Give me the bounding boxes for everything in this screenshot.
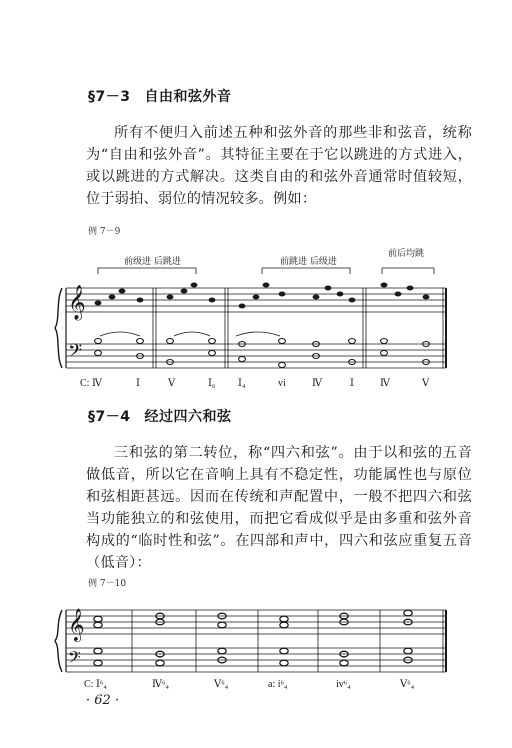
chord-label: Ⅳ⁶₄ bbox=[152, 679, 169, 690]
chord-label: vi bbox=[278, 378, 286, 389]
section-number: §7－3 bbox=[88, 89, 131, 105]
chord-label: Ⅰ bbox=[350, 378, 354, 389]
annotation-both-leaps: 前后均跳 bbox=[388, 249, 425, 259]
chord-label: Ⅰ bbox=[136, 378, 140, 389]
chord-label: iv⁶₄ bbox=[336, 679, 351, 690]
section-number: §7－4 bbox=[88, 409, 131, 425]
svg-text:𝄞: 𝄞 bbox=[68, 608, 85, 641]
chord-label: Ⅴ⁶₄ bbox=[214, 679, 229, 690]
chord-label: Ⅳ bbox=[380, 378, 390, 389]
example-label-7-10: 例 7－10 bbox=[88, 579, 127, 589]
paragraph-free-nonchord-tones: 所有不便归入前述五种和弦外音的那些非和弦音，统称为“自由和弦外音”。其特征主要在于它以跳进的方式进入，或以跳进的方式解决。这类自由的和弦外音通常时值较短，位于弱拍、弱位的情况较多。例如： bbox=[86, 125, 472, 207]
music-score-example-7-10 bbox=[0, 590, 512, 690]
chord-label: Ⅴ bbox=[422, 378, 430, 389]
chord-label: Ⅰ₆ bbox=[208, 378, 216, 389]
music-score-example-7-9 bbox=[0, 240, 512, 410]
chord-label: C: Ⅰ⁶₄ bbox=[84, 679, 107, 690]
chord-label: Ⅰ₄ bbox=[238, 378, 246, 389]
paragraph-passing-six-four: 三和弦的第二转位，称“四六和弦”。由于以和弦的五音做低音，所以它在音响上具有不稳定性，功能属性也与原位和弦相距甚远。因而在传统和声配置中，一般不把四六和弦当功能独立的和弦使用，而把它看成似乎是由多重和弦外音构成的“临时性和弦”。在四部和声中，四六和弦应重复五音（低音）： bbox=[86, 445, 472, 571]
svg-text:𝄢: 𝄢 bbox=[68, 647, 81, 671]
example-label-7-9: 例 7－9 bbox=[88, 227, 121, 237]
svg-text:𝄞: 𝄞 bbox=[68, 285, 86, 320]
section-heading-7-4 bbox=[88, 406, 231, 426]
page-number: · 62 · bbox=[86, 693, 120, 708]
chord-label: a: i⁶₄ bbox=[268, 679, 288, 690]
chord-label: C: Ⅳ bbox=[80, 378, 102, 389]
section-title: 经过四六和弦 bbox=[144, 409, 232, 425]
chord-label: Ⅴ⁶₄ bbox=[400, 679, 415, 690]
section-heading-7-3 bbox=[88, 86, 231, 106]
section-title: 自由和弦外音 bbox=[144, 89, 232, 105]
chord-label: Ⅳ bbox=[312, 378, 322, 389]
chord-label: Ⅴ bbox=[168, 378, 176, 389]
annotation-leap-then-step: 前跳进 后级进 bbox=[280, 257, 337, 267]
annotation-step-then-leap: 前级进 后跳进 bbox=[124, 257, 181, 267]
svg-text:𝄢: 𝄢 bbox=[68, 341, 83, 366]
